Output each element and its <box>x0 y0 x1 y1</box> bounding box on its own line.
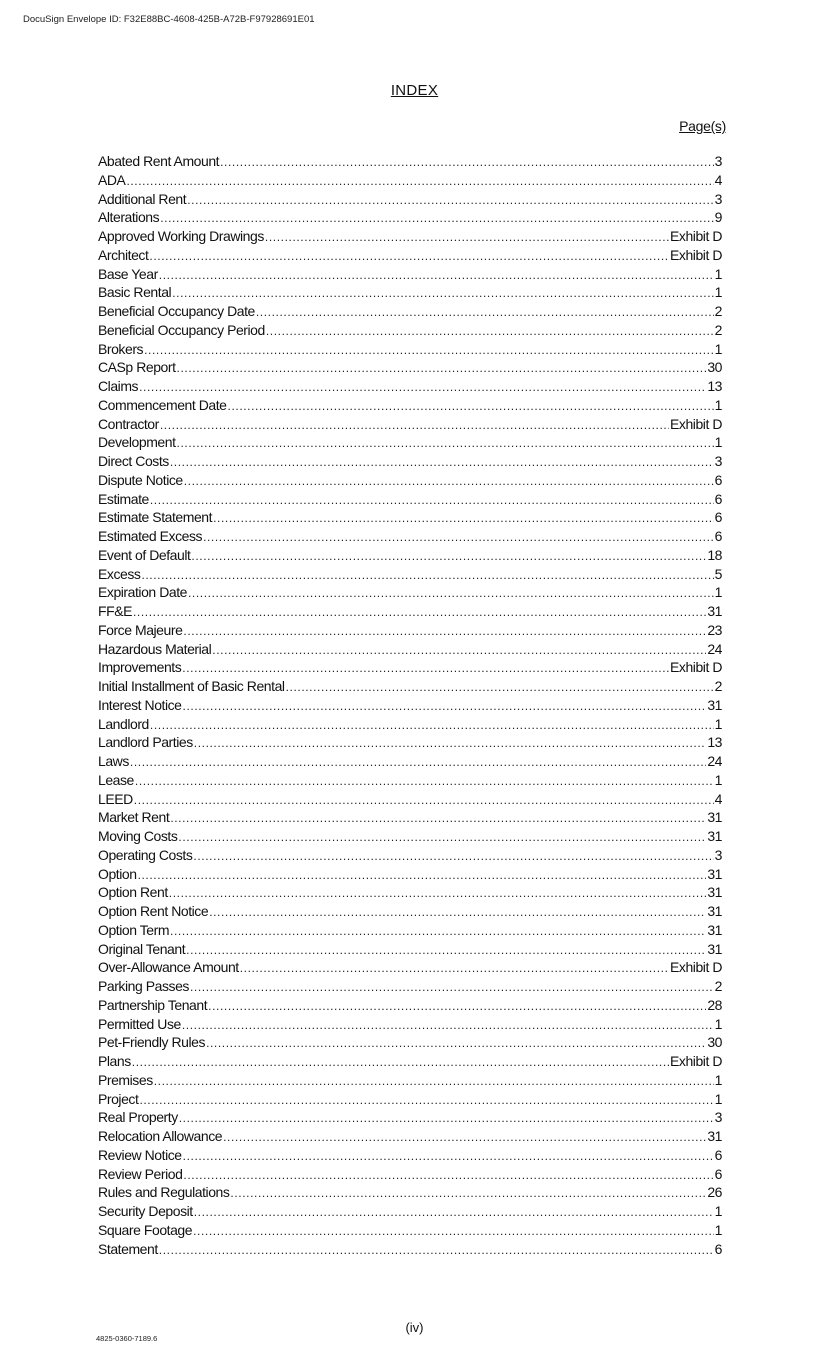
index-page-reference: 1 <box>714 1015 722 1032</box>
dot-leader <box>170 809 706 827</box>
dot-leader <box>183 1147 714 1165</box>
dot-leader <box>183 697 707 715</box>
index-page-reference: 31 <box>707 921 722 938</box>
index-page-reference: 13 <box>707 734 722 751</box>
index-page-reference: 1 <box>714 584 722 601</box>
index-term: Option Term <box>98 921 170 938</box>
dot-leader <box>186 941 706 959</box>
index-term: Rules and Regulations <box>98 1184 230 1201</box>
index-entry <box>98 452 722 471</box>
index-entry <box>98 958 722 977</box>
index-page-reference: 31 <box>707 828 722 844</box>
index-entry <box>98 808 722 827</box>
index-term: Plans <box>98 1053 131 1069</box>
index-page-reference: Exhibit D <box>670 959 722 976</box>
dot-leader <box>138 866 707 884</box>
index-term: Landlord Parties <box>98 734 193 751</box>
index-page-reference: 13 <box>707 378 722 394</box>
index-entry <box>98 846 722 865</box>
index-entry <box>98 1127 722 1146</box>
index-term: Brokers <box>98 340 144 357</box>
index-entry <box>98 640 722 659</box>
dot-leader <box>177 434 714 452</box>
index-entry <box>98 1146 722 1165</box>
dot-leader <box>159 266 714 284</box>
index-page-reference: 3 <box>714 1109 722 1126</box>
index-page-reference: 1 <box>714 396 722 413</box>
dot-leader <box>240 959 669 977</box>
dot-leader <box>223 1128 706 1146</box>
index-page-reference: 1 <box>714 1221 722 1238</box>
dot-leader <box>160 416 669 434</box>
index-term: Security Deposit <box>98 1203 193 1219</box>
index-entry <box>98 490 722 509</box>
dot-leader <box>141 566 713 584</box>
index-term: Dispute Notice <box>98 471 183 488</box>
dot-leader <box>139 378 706 396</box>
index-page-reference: 1 <box>714 1203 722 1219</box>
index-term: Project <box>98 1090 139 1107</box>
index-entry <box>98 790 722 809</box>
index-entry <box>98 996 722 1015</box>
index-page-reference: 23 <box>707 621 722 638</box>
dot-leader <box>194 1203 714 1221</box>
dot-leader <box>193 847 713 865</box>
index-page-reference: 6 <box>714 1165 722 1182</box>
index-page-reference: 31 <box>707 865 722 882</box>
index-entry <box>98 190 722 209</box>
index-entry <box>98 1221 722 1240</box>
index-term: Partnership Tenant <box>98 996 208 1013</box>
index-entry <box>98 302 722 321</box>
dot-leader <box>183 1166 713 1184</box>
index-entry <box>98 733 722 752</box>
dot-leader <box>184 472 714 490</box>
index-page-reference: 9 <box>714 209 722 226</box>
index-page-reference: 31 <box>707 696 722 713</box>
docusign-envelope-id: DocuSign Envelope ID: F32E88BC-4608-425B-A72B-F97928691E01 <box>23 14 315 25</box>
index-entry <box>98 715 722 734</box>
index-page-reference: 31 <box>707 809 722 826</box>
index-entry <box>98 358 722 377</box>
index-entry <box>98 865 722 884</box>
index-entry <box>98 658 722 677</box>
dot-leader <box>194 734 707 752</box>
index-entry <box>98 940 722 959</box>
index-page-reference: 1 <box>714 715 722 732</box>
dot-leader <box>178 828 706 846</box>
index-term: Square Footage <box>98 1221 193 1238</box>
index-page-reference: 6 <box>714 1146 722 1163</box>
index-page-reference: 3 <box>714 453 722 469</box>
index-term: LEED <box>98 790 133 807</box>
index-term: Relocation Allowance <box>98 1128 223 1144</box>
index-term: Permitted Use <box>98 1015 181 1032</box>
index-term: CASp Report <box>98 359 176 376</box>
index-entry <box>98 883 722 902</box>
index-entry <box>98 752 722 771</box>
index-entry <box>98 340 722 359</box>
index-term: Additional Rent <box>98 190 187 207</box>
dot-leader <box>139 1091 713 1109</box>
index-page-reference: 24 <box>707 640 722 657</box>
index-term: Claims <box>98 378 139 394</box>
index-term: Architect <box>98 246 149 263</box>
index-page-reference: 31 <box>707 1128 722 1144</box>
index-term: Commencement Date <box>98 396 227 413</box>
dot-leader <box>170 453 714 471</box>
dot-leader <box>266 322 714 340</box>
index-entry <box>98 471 722 490</box>
dot-leader <box>154 1072 714 1090</box>
index-page-reference: 2 <box>714 303 722 319</box>
dot-leader <box>182 659 669 677</box>
dot-leader <box>170 922 706 940</box>
index-term: Direct Costs <box>98 453 169 469</box>
index-term: ADA <box>98 171 126 188</box>
index-term: Real Property <box>98 1109 178 1126</box>
index-term: Premises <box>98 1071 153 1088</box>
dot-leader <box>159 1241 714 1259</box>
index-term: Excess <box>98 565 141 582</box>
index-entry <box>98 621 722 640</box>
index-page-reference: 1 <box>714 434 722 451</box>
index-entry <box>98 265 722 284</box>
index-term: Original Tenant <box>98 940 186 957</box>
dot-leader <box>133 603 706 621</box>
dot-leader <box>212 641 706 659</box>
index-entry <box>98 696 722 715</box>
index-term: Approved Working Drawings <box>98 228 264 244</box>
index-entry <box>98 1090 722 1109</box>
index-page-reference: 1 <box>714 284 722 301</box>
index-entry <box>98 565 722 584</box>
dot-leader <box>190 978 714 996</box>
index-page-reference: 3 <box>714 153 722 169</box>
dot-leader <box>150 716 714 734</box>
index-entry <box>98 546 722 565</box>
index-term: Option Rent <box>98 884 168 901</box>
index-term: Market Rent <box>98 809 170 826</box>
index-page-reference: 6 <box>714 490 722 507</box>
index-entry <box>98 771 722 790</box>
index-term: Initial Installment of Basic Rental <box>98 678 285 694</box>
dot-leader <box>209 903 706 921</box>
index-page-reference: Exhibit D <box>670 246 722 263</box>
index-page-reference: 2 <box>714 678 722 694</box>
index-page-reference: 31 <box>707 903 722 919</box>
dot-leader <box>256 303 714 321</box>
index-entry <box>98 1183 722 1202</box>
index-entry <box>98 527 722 546</box>
index-term: Review Period <box>98 1165 183 1182</box>
index-term: Operating Costs <box>98 846 193 863</box>
index-term: Event of Default <box>98 546 191 563</box>
index-term: Alterations <box>98 209 160 226</box>
index-entry <box>98 1202 722 1221</box>
index-page-reference: 6 <box>714 509 722 526</box>
index-entry <box>98 208 722 227</box>
dot-leader <box>169 884 707 902</box>
index-term: Hazardous Material <box>98 640 212 657</box>
index-entry <box>98 583 722 602</box>
dot-leader <box>135 772 714 790</box>
dot-leader <box>187 191 713 209</box>
index-page-reference: 2 <box>714 321 722 338</box>
index-page-reference: 1 <box>714 771 722 788</box>
index-term: Estimated Excess <box>98 528 203 544</box>
index-page-reference: 6 <box>714 528 722 544</box>
index-term: Improvements <box>98 659 182 676</box>
dot-leader <box>182 1016 714 1034</box>
index-entry <box>98 827 722 846</box>
dot-leader <box>206 1034 706 1052</box>
index-entry <box>98 415 722 434</box>
index-page-reference: 4 <box>714 790 722 807</box>
index-page-reference: 31 <box>707 884 722 901</box>
index-entry <box>98 602 722 621</box>
index-page-reference: 3 <box>714 846 722 863</box>
index-term: Contractor <box>98 415 159 432</box>
index-term: FF&E <box>98 603 132 619</box>
index-term: Review Notice <box>98 1146 182 1163</box>
index-entry <box>98 321 722 340</box>
index-page-reference: Exhibit D <box>670 1053 722 1069</box>
index-entry <box>98 1071 722 1090</box>
dot-leader <box>179 1109 714 1127</box>
dot-leader <box>191 547 706 565</box>
index-term: Estimate Statement <box>98 509 213 526</box>
index-list <box>98 152 722 1258</box>
index-page-reference: Exhibit D <box>670 415 722 432</box>
index-page-reference: 30 <box>707 1034 722 1051</box>
index-term: Base Year <box>98 265 158 282</box>
index-page-reference: 30 <box>707 359 722 376</box>
dot-leader <box>213 509 714 527</box>
index-entry <box>98 921 722 940</box>
dot-leader <box>177 359 707 377</box>
index-term: Beneficial Occupancy Period <box>98 321 265 338</box>
index-term: Estimate <box>98 490 149 507</box>
index-page-reference: 28 <box>707 996 722 1013</box>
index-entry <box>98 677 722 696</box>
dot-leader <box>228 397 714 415</box>
index-page-reference: 6 <box>714 1240 722 1257</box>
footer-document-id: 4825-0360-7189.6 <box>96 1334 158 1343</box>
index-term: Expiration Date <box>98 584 187 601</box>
index-page-reference: 31 <box>707 603 722 619</box>
index-entry <box>98 1240 722 1259</box>
index-term: Statement <box>98 1240 158 1257</box>
dot-leader <box>126 172 713 190</box>
dot-leader <box>203 528 714 546</box>
index-page-reference: 1 <box>714 1071 722 1088</box>
index-page-reference: 6 <box>714 471 722 488</box>
index-page-reference: 4 <box>714 171 722 188</box>
dot-leader <box>265 228 669 246</box>
index-entry <box>98 396 722 415</box>
index-page-reference: Exhibit D <box>670 659 722 676</box>
dot-leader <box>150 491 714 509</box>
index-page-reference: 31 <box>707 940 722 957</box>
dot-leader <box>132 1053 669 1071</box>
dot-leader <box>144 341 714 359</box>
index-entry <box>98 977 722 996</box>
index-term: Over-Allowance Amount <box>98 959 239 976</box>
index-term: Interest Notice <box>98 696 182 713</box>
footer-page-number: (iv) <box>405 1320 424 1335</box>
index-page-reference: 2 <box>714 978 722 994</box>
pages-column-header: Page(s) <box>679 118 726 134</box>
index-term: Lease <box>98 771 134 788</box>
index-page-reference: 24 <box>707 753 722 769</box>
index-entry <box>98 377 722 396</box>
index-term: Option Rent Notice <box>98 903 209 919</box>
dot-leader <box>220 153 714 171</box>
index-entry <box>98 433 722 452</box>
index-page-reference: 5 <box>714 565 722 582</box>
index-page-reference: 1 <box>714 1090 722 1107</box>
index-page-reference: 3 <box>714 190 722 207</box>
index-entry <box>98 1052 722 1071</box>
index-entry <box>98 171 722 190</box>
dot-leader <box>193 1222 714 1240</box>
index-term: Landlord <box>98 715 149 732</box>
index-term: Pet-Friendly Rules <box>98 1034 206 1051</box>
index-entry <box>98 902 722 921</box>
index-page-reference: 26 <box>707 1184 722 1201</box>
index-entry <box>98 152 722 171</box>
index-page-reference: 18 <box>707 546 722 563</box>
dot-leader <box>130 753 706 771</box>
index-entry <box>98 1015 722 1034</box>
dot-leader <box>208 997 706 1015</box>
dot-leader <box>134 791 714 809</box>
dot-leader <box>188 584 714 602</box>
dot-leader <box>160 209 713 227</box>
index-term: Force Majeure <box>98 621 183 638</box>
index-page-reference: 1 <box>714 265 722 282</box>
index-term: Laws <box>98 753 129 769</box>
index-term: Basic Rental <box>98 284 172 301</box>
index-page-reference: 1 <box>714 340 722 357</box>
index-term: Abated Rent Amount <box>98 153 220 169</box>
index-term: Moving Costs <box>98 828 178 844</box>
dot-leader <box>230 1184 706 1202</box>
index-term: Parking Passes <box>98 978 189 994</box>
index-entry <box>98 508 722 527</box>
index-entry <box>98 227 722 246</box>
index-term: Beneficial Occupancy Date <box>98 303 255 319</box>
index-term: Option <box>98 865 137 882</box>
dot-leader <box>286 678 714 696</box>
index-entry <box>98 1108 722 1127</box>
dot-leader <box>183 622 706 640</box>
dot-leader <box>149 247 669 265</box>
dot-leader <box>172 284 713 302</box>
index-entry <box>98 1033 722 1052</box>
index-title: INDEX <box>390 82 439 99</box>
index-entry <box>98 283 722 302</box>
index-entry <box>98 246 722 265</box>
index-page-reference: Exhibit D <box>670 228 722 244</box>
index-entry <box>98 1165 722 1184</box>
index-term: Development <box>98 434 176 451</box>
